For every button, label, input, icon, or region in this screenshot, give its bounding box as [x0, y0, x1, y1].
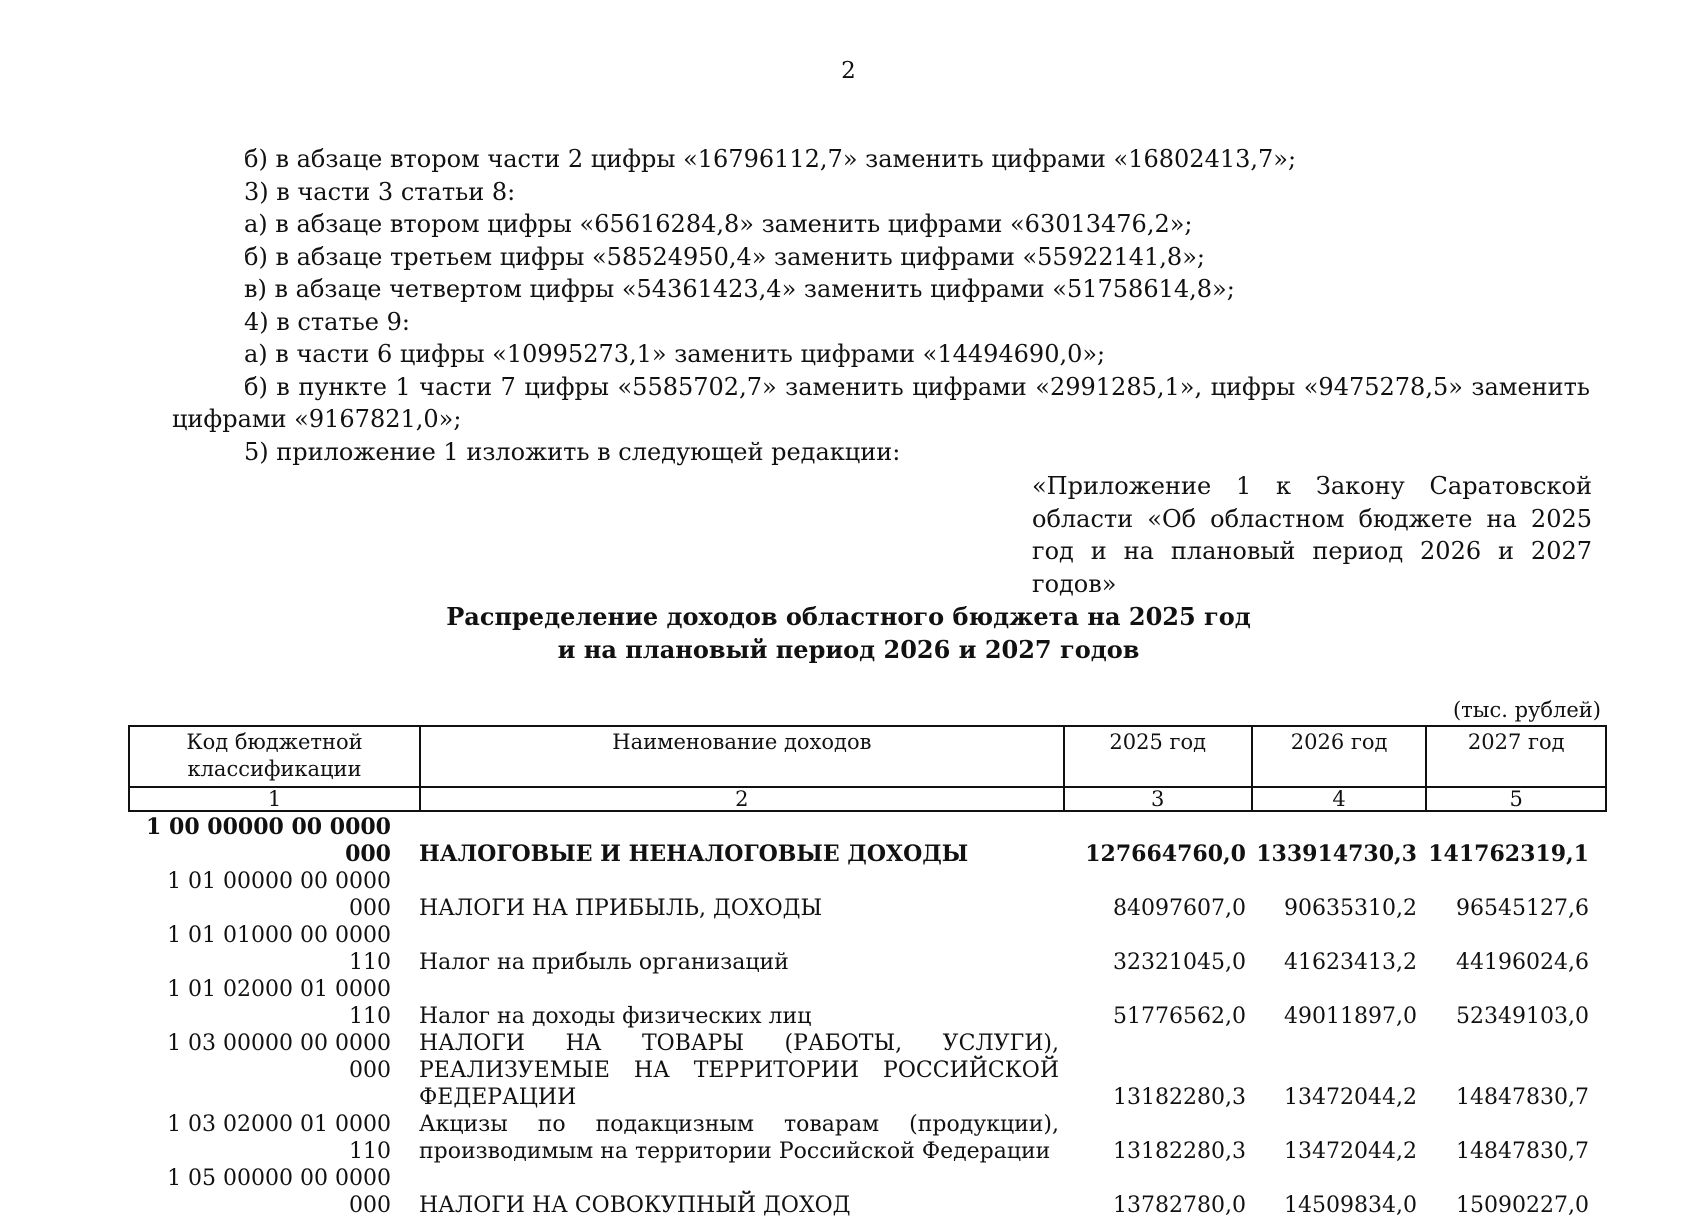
table-row	[128, 1111, 1607, 1165]
table-header	[128, 725, 1607, 812]
row-code: 1 05 00000 00 0000 000	[167, 1166, 391, 1218]
row-value-2025: 84097607,0	[1113, 896, 1246, 921]
table-title-line: Распределение доходов областного бюджета на 2025 год	[446, 602, 1251, 631]
header-name: Наименование доходов	[420, 726, 1064, 787]
paragraph: б) в абзаце втором части 2 цифры «16796112,7» заменить цифрами «16802413,7»;	[244, 145, 1297, 173]
row-code: 1 00 00000 00 0000 000	[146, 814, 391, 867]
row-name: Налог на доходы физических лиц	[419, 1004, 812, 1029]
row-code: 1 03 00000 00 0000 000	[167, 1031, 391, 1083]
row-value-2025: 51776562,0	[1113, 1004, 1246, 1029]
row-name: Налог на прибыль организаций	[419, 950, 789, 975]
appendix-note: «Приложение 1 к Закону Саратовской области «Об областном бюджете на 2025 год и на плановый период 2026 и 2027 годов»	[1032, 472, 1592, 598]
row-name: НАЛОГИ НА СОВОКУПНЫЙ ДОХОД	[419, 1193, 851, 1218]
row-value-2025: 13782780,0	[1113, 1193, 1246, 1218]
row-value-2026: 49011897,0	[1284, 1004, 1417, 1029]
row-value-2025: 127664760,0	[1085, 841, 1246, 867]
column-number: 1	[129, 787, 420, 811]
table-title-line: и на плановый период 2026 и 2027 годов	[557, 634, 1140, 664]
row-name: НАЛОГИ НА ПРИБЫЛЬ, ДОХОДЫ	[419, 896, 823, 921]
row-value-2026: 41623413,2	[1284, 950, 1417, 975]
header-2026: 2026 год	[1252, 726, 1427, 787]
paragraph: а) в абзаце втором цифры «65616284,8» заменить цифрами «63013476,2»;	[244, 210, 1193, 238]
paragraph: в) в абзаце четвертом цифры «54361423,4» заменить цифрами «51758614,8»;	[244, 275, 1235, 303]
header-row	[129, 726, 1606, 787]
column-number: 4	[1252, 787, 1427, 811]
table-row	[128, 814, 1607, 868]
row-value-2025: 13182280,3	[1113, 1085, 1246, 1110]
column-number: 3	[1064, 787, 1252, 811]
row-code: 1 01 00000 00 0000 000	[167, 869, 391, 921]
header-2025: 2025 год	[1064, 726, 1252, 787]
row-value-2025: 13182280,3	[1113, 1139, 1246, 1164]
table-row	[128, 868, 1607, 922]
row-value-2026: 133914730,3	[1256, 841, 1417, 867]
row-name: НАЛОГОВЫЕ И НЕНАЛОГОВЫЕ ДОХОДЫ	[419, 841, 969, 867]
row-value-2027: 15090227,0	[1456, 1193, 1589, 1218]
row-value-2027: 96545127,6	[1456, 896, 1589, 921]
page-number: 2	[841, 58, 856, 84]
row-name: Акцизы по подакцизным товарам (продукции), производимым на территории Российской Федерации	[419, 1112, 1059, 1164]
header-2027: 2027 год	[1426, 726, 1606, 787]
column-number-row	[129, 787, 1606, 811]
row-code: 1 01 01000 00 0000 110	[167, 923, 391, 975]
amendment-text	[172, 143, 1590, 468]
paragraph: а) в части 6 цифры «10995273,1» заменить цифрами «14494690,0»;	[244, 340, 1106, 368]
table-row	[128, 976, 1607, 1030]
row-value-2027: 52349103,0	[1456, 1004, 1589, 1029]
unit-note: (тыс. рублей)	[1452, 698, 1601, 722]
header-code: Код бюджетной классификации	[129, 726, 420, 787]
row-value-2026: 13472044,2	[1284, 1139, 1417, 1164]
row-code: 1 03 02000 01 0000 110	[167, 1112, 391, 1164]
row-value-2027: 44196024,6	[1456, 950, 1589, 975]
paragraph: 4) в статье 9:	[244, 307, 410, 336]
row-value-2026: 90635310,2	[1284, 896, 1417, 921]
column-number: 5	[1426, 787, 1606, 811]
row-value-2026: 14509834,0	[1284, 1193, 1417, 1218]
row-value-2027: 141762319,1	[1428, 841, 1589, 867]
table-body	[128, 814, 1607, 1219]
row-value-2025: 32321045,0	[1113, 950, 1246, 975]
paragraph: б) в пункте 1 части 7 цифры «5585702,7» заменить цифрами «2991285,1», цифры «9475278,5» заменить цифрами «9167821,0»;	[172, 372, 1590, 433]
column-number: 2	[420, 787, 1064, 811]
row-value-2026: 13472044,2	[1284, 1085, 1417, 1110]
table-row	[128, 1165, 1607, 1219]
row-value-2027: 14847830,7	[1456, 1085, 1589, 1110]
row-value-2027: 14847830,7	[1456, 1139, 1589, 1164]
row-name: НАЛОГИ НА ТОВАРЫ (РАБОТЫ, УСЛУГИ), РЕАЛИЗУЕМЫЕ НА ТЕРРИТОРИИ РОССИЙСКОЙ ФЕДЕРАЦИИ	[419, 1031, 1059, 1110]
table-row	[128, 922, 1607, 976]
paragraph: б) в абзаце третьем цифры «58524950,4» заменить цифрами «55922141,8»;	[244, 242, 1205, 271]
paragraph: 3) в части 3 статьи 8:	[244, 177, 516, 206]
row-code: 1 01 02000 01 0000 110	[167, 977, 391, 1029]
table-row	[128, 1030, 1607, 1111]
paragraph: 5) приложение 1 изложить в следующей редакции:	[244, 437, 901, 466]
table-title	[0, 601, 1697, 666]
